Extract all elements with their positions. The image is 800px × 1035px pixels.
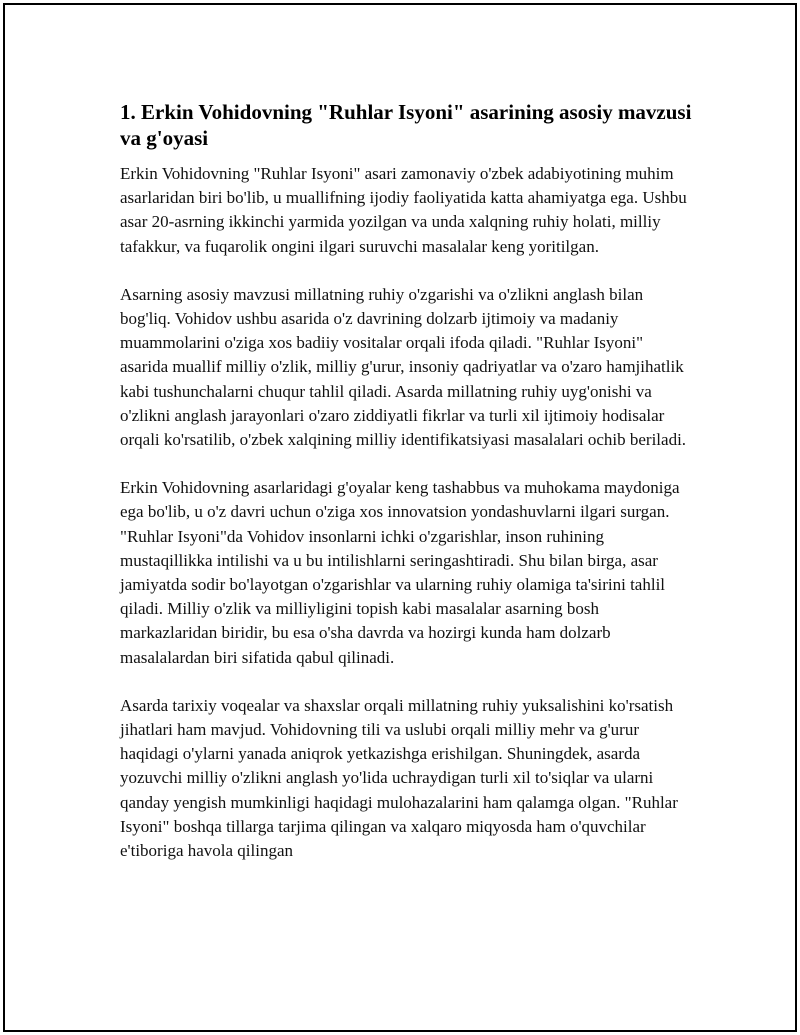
document-body bbox=[120, 99, 695, 887]
section-heading: 1. Erkin Vohidovning "Ruhlar Isyoni" asarining asosiy mavzusi va g'oyasi bbox=[120, 100, 692, 150]
paragraph-4: Asarda tarixiy voqealar va shaxslar orqali millatning ruhiy yuksalishini ko'rsatish jihatlari ham mavjud. Vohidovning tili va uslubi orqali milliy mehr va g'urur haqidagi o'ylarni yanada aniqrok yetkazishga erishilgan. Shuningdek, asarda yozuvchi milliy o'zlikni anglash yo'lida uchraydigan turli xil to'siqlar va ularni qanday yengish mumkinligi haqidagi mulohazalarini ham qalamga olgan. "Ruhlar Isyoni" boshqa tillarga tarjima qilingan va xalqaro miqyosda ham o'quvchilar e'tiboriga havola qilingan bbox=[120, 695, 678, 861]
paragraph-3: Erkin Vohidovning asarlaridagi g'oyalar keng tashabbus va muhokama maydoniga ega bo'lib, u o'z davri uchun o'ziga xos innovatsion yondashuvlarni ilgari surgan. "Ruhlar Isyoni"da Vohidov insonlarni ichki o'zgarishlar, inson ruhining mustaqillikka intilishi va u bu intilishlarni seringashtiradi. Shu bilan birga, asar jamiyatda sodir bo'layotgan o'zgarishlar va ularning ruhiy olamiga ta'sirini tahlil qiladi. Milliy o'zlik va milliyligini topish kabi masalalar asarning bosh markazlaridan biridir, bu esa o'sha davrda va hozirgi kunda ham dolzarb masalalardan biri sifatida qabul qilinadi. bbox=[120, 478, 680, 667]
paragraph-1: Erkin Vohidovning "Ruhlar Isyoni" asari zamonaviy o'zbek adabiyotining muhim asarlaridan biri bo'lib, u muallifning ijodiy faoliyatida katta ahamiyatga ega. Ushbu asar 20-asrning ikkinchi yarmida yozilgan va unda xalqning ruhiy holati, milliy tafakkur, va fuqarolik ongini ilgari suruvchi masalalar keng yoritilgan. bbox=[120, 164, 687, 256]
paragraph-2: Asarning asosiy mavzusi millatning ruhiy o'zgarishi va o'zlikni anglash bilan bog'liq. Vohidov ushbu asarida o'z davrining dolzarb ijtimoiy va madaniy muammolarini o'ziga xos badiiy vositalar orqali ifoda qiladi. "Ruhlar Isyoni" asarida muallif milliy o'zlik, milliy g'urur, insoniy qadriyatlar va o'zaro hamjihatlik kabi tushunchalarni chuqur tahlil qiladi. Asarda millatning ruhiy uyg'onishi va o'zlikni anglash jarayonlari o'zaro ziddiyatli fikrlar va turli xil ijtimoiy hodisalar orqali ko'rsatilib, o'zbek xalqining milliy identifikatsiyasi masalalari ochib beriladi. bbox=[120, 284, 687, 450]
page-frame bbox=[3, 3, 797, 1032]
